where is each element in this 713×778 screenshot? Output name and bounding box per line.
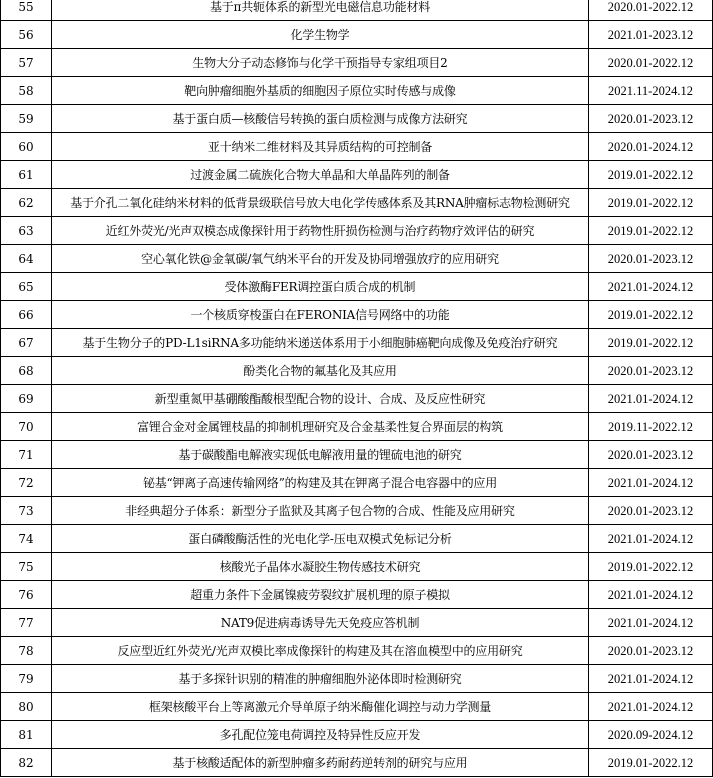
row-number: 61 [1,161,52,189]
project-period: 2019.01-2022.12 [589,189,713,217]
project-title: 基于生物分子的PD-L1siRNA多功能纳米递送体系用于小细胞肺癌靶向成像及免疫治疗研究 [52,329,589,357]
row-number: 55 [1,0,52,21]
project-title: 基于介孔二氧化硅纳米材料的低背景级联信号放大电化学传感体系及其RNA肿瘤标志物检测研究 [52,189,589,217]
project-title: 一个核质穿梭蛋白在FERONIA信号网络中的功能 [52,301,589,329]
project-title: 蛋白磷酸酶活性的光电化学-压电双模式免标记分析 [52,525,589,553]
project-period: 2021.01-2024.12 [589,581,713,609]
project-title: 基于π共轭体系的新型光电磁信息功能材料 [52,0,589,21]
table-row [1,693,713,721]
table-row [1,637,713,665]
row-number: 68 [1,357,52,385]
project-title: 靶向肿瘤细胞外基质的细胞因子原位实时传感与成像 [52,77,589,105]
project-period: 2019.01-2022.12 [589,749,713,777]
project-period: 2020.01-2022.12 [589,0,713,21]
row-number: 62 [1,189,52,217]
table-row [1,189,713,217]
project-title: 生物大分子动态修饰与化学干预指导专家组项目2 [52,49,589,77]
project-period: 2020.01-2022.12 [589,49,713,77]
project-period: 2019.01-2022.12 [589,217,713,245]
project-title: 非经典超分子体系：新型分子监狱及其离子包合物的合成、性能及应用研究 [52,497,589,525]
table-row [1,665,713,693]
table-row [1,329,713,357]
table-row [1,0,713,21]
project-title: 核酸光子晶体水凝胶生物传感技术研究 [52,553,589,581]
row-number: 81 [1,721,52,749]
project-title: 铋基“钾离子高速传输网络”的构建及其在钾离子混合电容器中的应用 [52,469,589,497]
project-title: 酚类化合物的氟基化及其应用 [52,357,589,385]
table-row [1,273,713,301]
project-title: 富锂合金对金属锂枝晶的抑制机理研究及合金基柔性复合界面层的构筑 [52,413,589,441]
row-number: 59 [1,105,52,133]
project-period: 2019.11-2022.12 [589,413,713,441]
project-title: NAT9促进病毒诱导先天免疫应答机制 [52,609,589,637]
project-table-body [1,0,713,777]
project-title: 基于核酸适配体的新型肿瘤多药耐药逆转剂的研究与应用 [52,749,589,777]
project-period: 2020.01-2023.12 [589,105,713,133]
project-title: 基于蛋白质—核酸信号转换的蛋白质检测与成像方法研究 [52,105,589,133]
row-number: 75 [1,553,52,581]
table-row [1,469,713,497]
project-title: 亚十纳米二维材料及其异质结构的可控制备 [52,133,589,161]
project-period: 2021.01-2024.12 [589,469,713,497]
project-title: 超重力条件下金属镍疲劳裂纹扩展机理的原子模拟 [52,581,589,609]
project-period: 2019.01-2022.12 [589,161,713,189]
row-number: 79 [1,665,52,693]
project-period: 2020.01-2024.12 [589,133,713,161]
project-title: 空心氧化铁@金氧碳/氧气纳米平台的开发及协同增强放疗的应用研究 [52,245,589,273]
project-title: 基于多探针识别的精准的肿瘤细胞外泌体即时检测研究 [52,665,589,693]
project-period: 2021.01-2024.12 [589,385,713,413]
project-title: 近红外荧光/光声双模态成像探针用于药物性肝损伤检测与治疗药物疗效评估的研究 [52,217,589,245]
project-period: 2021.01-2024.12 [589,665,713,693]
project-period: 2021.11-2024.12 [589,77,713,105]
row-number: 77 [1,609,52,637]
row-number: 57 [1,49,52,77]
table-row [1,385,713,413]
row-number: 82 [1,749,52,777]
row-number: 69 [1,385,52,413]
row-number: 72 [1,469,52,497]
row-number: 71 [1,441,52,469]
table-row [1,21,713,49]
table-row [1,581,713,609]
row-number: 67 [1,329,52,357]
project-period: 2020.01-2023.12 [589,637,713,665]
project-title: 过渡金属二硫族化合物大单晶和大单晶阵列的制备 [52,161,589,189]
row-number: 66 [1,301,52,329]
row-number: 78 [1,637,52,665]
table-row [1,413,713,441]
row-number: 65 [1,273,52,301]
project-title: 反应型近红外荧光/光声双模比率成像探针的构建及其在溶血模型中的应用研究 [52,637,589,665]
row-number: 73 [1,497,52,525]
project-title: 基于碳酸酯电解液实现低电解液用量的锂硫电池的研究 [52,441,589,469]
project-period: 2020.01-2023.12 [589,441,713,469]
table-row [1,525,713,553]
table-row [1,553,713,581]
table-row [1,49,713,77]
table-row [1,77,713,105]
project-title: 受体激酶FER调控蛋白质合成的机制 [52,273,589,301]
project-title: 新型重氮甲基硼酸酯酸根型配合物的设计、合成、及反应性研究 [52,385,589,413]
table-row [1,357,713,385]
table-row [1,721,713,749]
project-period: 2020.01-2023.12 [589,245,713,273]
table-row [1,161,713,189]
project-period: 2021.01-2024.12 [589,525,713,553]
table-row [1,105,713,133]
project-title: 框架核酸平台上等离激元介导单原子纳米酶催化调控与动力学测量 [52,693,589,721]
project-title: 多孔配位笼电荷调控及特异性反应开发 [52,721,589,749]
project-period: 2020.01-2023.12 [589,497,713,525]
table-row [1,217,713,245]
project-period: 2021.01-2024.12 [589,273,713,301]
project-period: 2019.01-2022.12 [589,301,713,329]
table-row [1,133,713,161]
project-period: 2019.01-2022.12 [589,329,713,357]
table-row [1,609,713,637]
row-number: 56 [1,21,52,49]
table-row [1,497,713,525]
row-number: 63 [1,217,52,245]
project-title: 化学生物学 [52,21,589,49]
project-period: 2020.09-2024.12 [589,721,713,749]
row-number: 80 [1,693,52,721]
row-number: 74 [1,525,52,553]
row-number: 60 [1,133,52,161]
table-row [1,301,713,329]
project-period: 2021.01-2024.12 [589,609,713,637]
table-row [1,441,713,469]
table-row [1,245,713,273]
row-number: 64 [1,245,52,273]
project-period: 2020.01-2023.12 [589,357,713,385]
project-period: 2021.01-2023.12 [589,21,713,49]
project-period: 2019.01-2022.12 [589,553,713,581]
table-row [1,749,713,777]
row-number: 70 [1,413,52,441]
project-period: 2021.01-2024.12 [589,693,713,721]
row-number: 76 [1,581,52,609]
row-number: 58 [1,77,52,105]
